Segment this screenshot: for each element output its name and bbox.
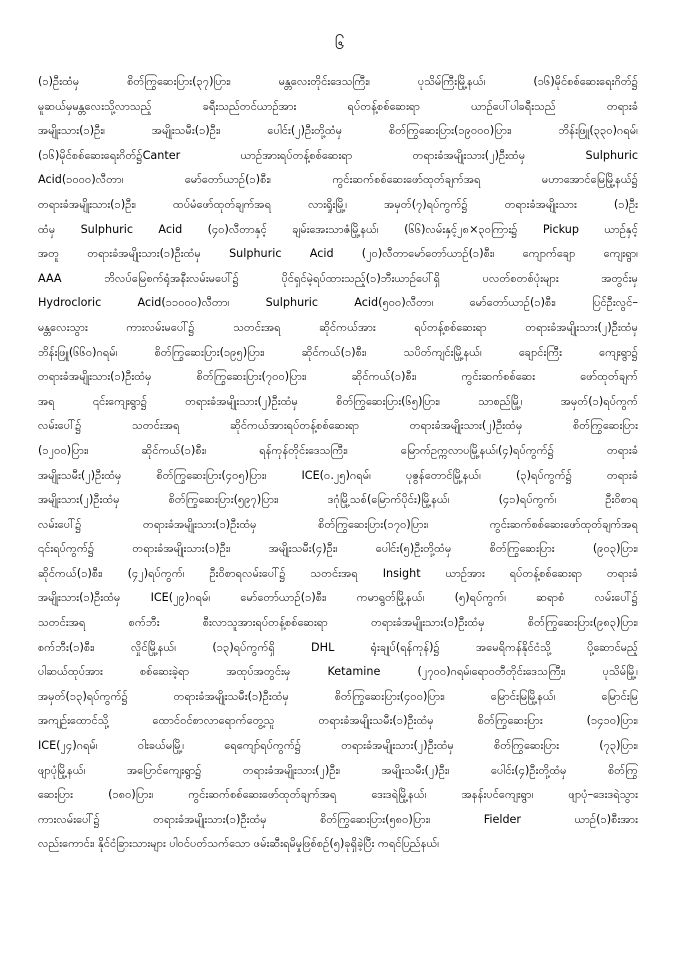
text-line: ကားလမ်းပေါ်၌ တရားခံအမျိုးသား(၁)ဦးထံမှ စိတ်ကြွဆေးပြား(၅၈၀)ပြား၊ Fielder ယာဉ်(၁)စီးအား (38, 812, 638, 826)
text-line: သတင်းအရ စက်ဘီး စီးလာသူအားရပ်တန့်စစ်ဆေးရာ တရားခံအမျိုးသား(၁)ဦးထံမှ စိတ်ကြွဆေးပြား(၉၈၃)ပြား၊ (38, 616, 638, 630)
text-line: အမျိုးသား(၁)ဦး၊ အမျိုးသမီး(၁)ဦး၊ ပေါင်း(၂)ဦးတို့ထံမှ စိတ်ကြွဆေးပြား(၁၉၀၀၀)ပြား၊ ဘိန်းဖြူ(၃၃၀)ဂရမ်၊ (38, 124, 638, 138)
text-line: (၁၂၀၀)ပြား၊ ဆိုင်ကယ်(၁)စီး၊ ရန်ကုန်တိုင်းဒေသကြီး၊ မြောက်ဥက္ကလာပမြို့နယ်၊(၄)ရပ်ကွက်၌ တရားခံ (38, 443, 638, 457)
text-line: Hydrocloric Acid(၁၁၀၀၀)လီတာ၊ Sulphuric Acid(၅၀၀)လီတာ၊ မော်တော်ယာဉ်(၁)စီး၊ ပြင်ဦးလွင်– (38, 296, 638, 310)
text-line: ထံမှ Sulphuric Acid (၄၀)လီတာနှင့် ချမ်းအေးသာဇံမြို့နယ်၊ (၆၆)လမ်းနှင့်၂၈×၃၀ကြား၌ Pickup ယာဉ်နှင့် (38, 222, 638, 236)
text-line: ပါဆယ်ထုပ်အား စစ်ဆေးခဲ့ရာ အထုပ်အတွင်းမှ Ketamine (၂၇၀၀)ဂရမ်၊ရောဝတီတိုင်းဒေသကြီး၊ ပုသိမ်မြို့၊ (38, 665, 638, 679)
text-line: အမှတ်(၁၃)ရပ်ကွက်၌ တရားခံအမျိုးသမီး(၁)ဦးထံမှ စိတ်ကြွဆေးပြား(၄၀၀)ပြား၊ မြောင်းမြမြို့နယ်၊ မြောင်းမြ (38, 689, 638, 703)
text-line: လည်းကောင်း၊ နိုင်ငံခြားသားများ ပါဝင်ပတ်သက်သော ဖမ်းဆီးရမိမှုဖြစ်စဉ်(၅)ခုရှိခဲ့ပြီး ကရင်ပြည်နယ်၊ (38, 837, 440, 851)
text-line: ဆေးပြား (၁၈၀)ပြား၊ ကွင်းဆက်စစ်ဆေးဖော်ထုတ်ချက်အရ ဒေးဒရဲမြို့နယ်၊ အနန်းပင်ကျေးရွာ၊ ဖျာပုံ–ဒေးဒရဲသွား (38, 788, 638, 802)
text-line: Acid(၁၀၀၀)လီတာ၊ မော်တော်ယာဉ်(၁)စီး၊ ကွင်းဆက်စစ်ဆေးဖော်ထုတ်ချက်အရ မဟာအောင်မြေမြို့နယ်၌ (38, 173, 638, 187)
text-line: AAA ဘိလပ်မြေစက်ရုံအနီးလမ်းမပေါ်၌ ပိုင်ရှင်မဲ့ရပ်ထားသည့်(၁)ဘီးယာဉ်ပေါ်ရှိ ပလတ်စတစ်ပုံးများ အတွင်းမှ (38, 271, 638, 285)
text-line: တရားခံအမျိုးသား(၁)ဦး၊ ထပ်မံဖော်ထုတ်ချက်အရ လားရှိုးမြို့၊ အမှတ်(၇)ရပ်ကွက်၌ တရားခံအမျိုးသား (၁)ဦး (38, 197, 638, 211)
text-line: အတူ တရားခံအမျိုးသား(၁)ဦးထံမှ Sulphuric Acid (၂၀)လီတာမော်တော်ယာဉ်(၁)စီး၊ ကျောက်ချော ကျေးရွာ၊ (38, 247, 638, 261)
text-line: အမျိုးသမီး(၂)ဦးထံမှ စိတ်ကြွဆေးပြား(၄၀၅)ပြား၊ ICE(၀.၂၅)ဂရမ်၊ ပုဇွန်တောင်မြို့နယ်၊ (၃)ရပ်ကွက်၌ တရားခံ (38, 468, 638, 482)
text-line: တရားခံအမျိုးသား(၁)ဦးထံမှ စိတ်ကြွဆေးပြား(၇၀၀)ပြား၊ ဆိုင်ကယ်(၁)စီး၊ ကွင်းဆက်စစ်ဆေး ဖော်ထုတ်ချက် (38, 370, 638, 384)
text-line: အရ ၎င်းကျေးရွာ၌ တရားခံအမျိုးသား(၂)ဦးထံမှ စိတ်ကြွဆေးပြား(၆၅)ပြား၊ သာစည်မြို့၊ အမှတ်(၁)ရပ်ကွက် (38, 394, 638, 408)
text-line: လမ်းပေါ်၌ သတင်းအရ ဆိုင်ကယ်အားရပ်တန့်စစ်ဆေးရာ တရားခံအမျိုးသား(၂)ဦးထံမှ စိတ်ကြွဆေးပြား (38, 419, 638, 433)
text-line: အမျိုးသား(၁)ဦးထံမှ ICE(၂၉)ဂရမ်၊ မော်တော်ယာဉ်(၁)စီး၊ ကမာရွတ်မြို့နယ်၊ (၅)ရပ်ကွက်၊ ဆရာစံ လမ်းပေါ်၌ (38, 591, 638, 605)
text-line: အကျဉ်းထောင်သို့ ထောင်ဝင်စာလာရောက်တွေ့သူ တရားခံအမျိုးသမီး(၁)ဦးထံမှ စိတ်ကြွဆေးပြား (၁၄၁၀)ပြား၊ (38, 714, 638, 728)
text-line: ဘိန်းဖြူ(၆၆၀)ဂရမ်၊ စိတ်ကြွဆေးပြား(၁၉၅)ပြား၊ ဆိုင်ကယ်(၁)စီး၊ သပိတ်ကျင်းမြို့နယ်၊ ချောင်းကြီး ကျေးရွာ၌ (38, 345, 638, 359)
text-line: (၁၆)မိုင်စစ်ဆေးရေးဂိတ်၌Canter ယာဉ်အားရပ်တန့်စစ်ဆေးရာ တရားခံအမျိုးသား(၂)ဦးထံမှ Sulphuric (38, 148, 638, 162)
text-line: ICE(၂၄)ဂရမ်၊ ဝါးခယ်မမြို့၊ ရေကျော်ရပ်ကွက်၌ တရားခံအမျိုးသား(၂)ဦးထံမှ စိတ်ကြွဆေးပြား (၇၃)ပြား၊ (38, 739, 638, 753)
text-line: (၁)ဦးထံမှ စိတ်ကြွဆေးပြား(၃၇)ပြား၊ မန္တလေးတိုင်းဒေသကြီး၊ ပုသိမ်ကြီးမြို့နယ်၊ (၁၆)မိုင်စစ်ဆေးရေးဂိတ်၌ (38, 75, 638, 88)
text-line: မန္တလေးသွား ကားလမ်းမပေါ်၌ သတင်းအရ ဆိုင်ကယ်အား ရပ်တန့်စစ်ဆေးရာ တရားခံအမျိုးသား(၂)ဦးထံမှ (38, 320, 638, 334)
text-line: မူဆယ်မှမန္တလေးသို့လာသည့် ခရီးသည်တင်ယာဉ်အား ရပ်တန့်စစ်ဆေးရာ ယာဉ်ပေါ်ပါခရီးသည် တရားခံ (38, 99, 638, 113)
text-line: ၎င်းရပ်ကွက်၌ တရားခံအမျိုးသား(၁)ဦး၊ အမျိုးသမီး(၄)ဦး၊ ပေါင်း(၅)ဦးတို့ထံမှ စိတ်ကြွဆေးပြား (၉၀၃)ပြား၊ (38, 542, 638, 556)
text-line: အမျိုးသား(၂)ဦးထံမှ စိတ်ကြွဆေးပြား(၅၉၇)ပြား၊ ဒဂုံမြို့သစ်(မြောက်ပိုင်း)မြို့နယ်၊ (၄၁)ရပ်ကွက်၊ ဦးဝိစာရ (38, 493, 638, 507)
text-line: စက်ဘီး(၁)စီး၊ လှိုင်မြို့နယ်၊ (၁၃)ရပ်ကွက်ရှိ DHL ရုံးချုပ်(ရန်ကုန်)၌ အမေရိကန်နိုင်ငံသို့ ပို့ဆောင်မည့် (38, 640, 638, 654)
text-line: လမ်းပေါ်၌ တရားခံအမျိုးသား(၁)ဦးထံမှ စိတ်ကြွဆေးပြား(၁၇၀)ပြား၊ ကွင်းဆက်စစ်ဆေးဖော်ထုတ်ချက်အရ (38, 517, 638, 531)
body-paragraph (38, 70, 638, 857)
page-number: ၆ (334, 34, 345, 54)
text-line: ဖျာပုံမြို့နယ်၊ အပြောင်ကျေးရွာ၌ တရားခံအမျိုးသား(၂)ဦး၊ အမျိုးသမီး(၂)ဦး၊ ပေါင်း(၄)ဦးတို့ထံမှ စိတ်ကြွ (38, 763, 638, 777)
text-line: ဆိုင်ကယ်(၁)စီး၊ (၄၂)ရပ်ကွက်၊ ဦးဝိစာရလမ်းပေါ်၌ သတင်းအရ Insight ယာဉ်အား ရပ်တန့်စစ်ဆေးရာ တရားခံ (38, 566, 638, 580)
